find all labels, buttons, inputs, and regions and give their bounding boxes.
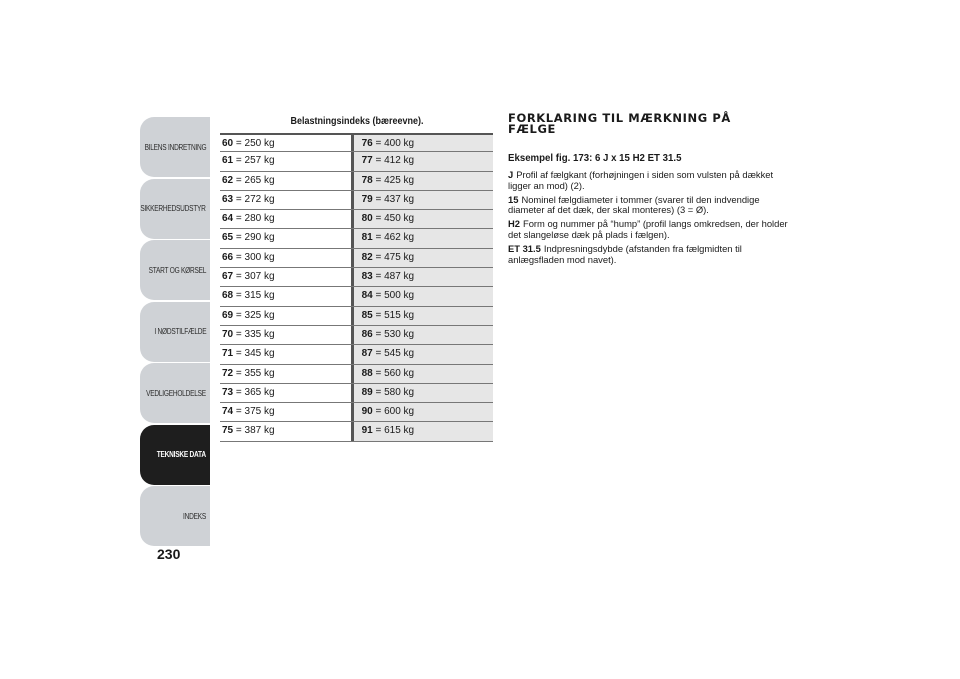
table-cell xyxy=(351,172,493,190)
table-row xyxy=(220,287,493,306)
load-index-value: = 530 kg xyxy=(375,328,415,340)
page-number: 230 xyxy=(157,546,181,562)
sidebar-tab[interactable] xyxy=(140,486,210,546)
table-cell xyxy=(220,191,351,209)
table-row xyxy=(220,268,493,287)
load-index-number: 90 xyxy=(361,406,373,418)
sidebar-tab[interactable] xyxy=(140,179,210,239)
load-index-number: 83 xyxy=(361,271,373,283)
sidebar-tab-label: START OG KØRSEL xyxy=(148,265,206,275)
table-row xyxy=(220,172,493,191)
load-index-value: = 487 kg xyxy=(375,271,415,283)
load-index-number: 77 xyxy=(361,155,373,167)
chapter-sidebar xyxy=(140,117,210,548)
load-index-number: 84 xyxy=(361,290,373,302)
load-index-value: = 325 kg xyxy=(235,309,275,321)
load-index-number: 64 xyxy=(222,213,234,225)
load-index-value: = 450 kg xyxy=(375,213,415,225)
load-index-number: 79 xyxy=(361,193,373,205)
definition-term: ET 31.5 xyxy=(508,242,541,254)
table-title: Belastningsindeks (bæreevne). xyxy=(290,116,424,127)
load-index-value: = 560 kg xyxy=(375,367,415,379)
load-index-value: = 280 kg xyxy=(235,213,275,225)
table-cell xyxy=(220,135,351,151)
definition-text: Profil af fælgkant (forhøjningen i siden som vulsten på dækket ligger an mod) (2). xyxy=(508,169,774,191)
table-cell xyxy=(220,287,351,305)
load-index-value: = 500 kg xyxy=(375,290,415,302)
definition-list xyxy=(508,170,788,268)
sidebar-tab-label: SIKKERHEDSUDSTYR xyxy=(140,204,206,213)
load-index-number: 80 xyxy=(361,213,373,225)
load-index-number: 62 xyxy=(222,174,234,186)
load-index-number: 65 xyxy=(222,232,234,244)
definition-item xyxy=(508,195,788,217)
table-cell xyxy=(351,365,493,383)
sidebar-tab-label: BILENS INDRETNING xyxy=(144,142,206,152)
table-row xyxy=(220,152,493,171)
load-index-value: = 315 kg xyxy=(235,290,275,302)
load-index-value: = 437 kg xyxy=(375,193,415,205)
sidebar-tab-label: VEDLIGEHOLDELSE xyxy=(146,388,206,398)
table-cell xyxy=(220,307,351,325)
table-cell xyxy=(351,268,493,286)
load-index-number: 89 xyxy=(361,386,373,398)
table-cell xyxy=(351,249,493,267)
load-index-value: = 265 kg xyxy=(235,174,275,186)
table-cell xyxy=(220,365,351,383)
load-index-number: 82 xyxy=(361,251,373,263)
sidebar-tab[interactable] xyxy=(140,425,210,485)
sidebar-tab-label: I NØDSTILFÆLDE xyxy=(154,327,206,336)
table-row xyxy=(220,384,493,403)
load-index-number: 63 xyxy=(222,193,234,205)
load-index-number: 74 xyxy=(222,406,234,418)
load-index-value: = 425 kg xyxy=(375,174,415,186)
table-cell xyxy=(220,268,351,286)
load-index-value: = 300 kg xyxy=(235,251,275,263)
table-cell xyxy=(351,403,493,421)
definition-term: H2 xyxy=(508,218,520,230)
sidebar-tab[interactable] xyxy=(140,302,210,362)
table-row xyxy=(220,365,493,384)
definition-term: J xyxy=(508,169,514,180)
table-cell xyxy=(220,384,351,402)
load-index-value: = 515 kg xyxy=(375,309,415,321)
table-row xyxy=(220,229,493,248)
load-index-value: = 615 kg xyxy=(375,425,415,437)
load-index-value: = 365 kg xyxy=(235,386,275,398)
load-index-value: = 412 kg xyxy=(375,155,415,167)
table-cell xyxy=(351,307,493,325)
load-index-number: 86 xyxy=(361,328,373,340)
table-row xyxy=(220,345,493,364)
load-index-value: = 462 kg xyxy=(375,232,415,244)
load-index-value: = 355 kg xyxy=(235,367,275,379)
definition-text: Indpresningsdybde (afstanden fra fælgmidten til anlægsfladen mod navet). xyxy=(508,242,742,265)
load-index-number: 87 xyxy=(361,348,373,360)
table-row xyxy=(220,403,493,422)
load-index-value: = 580 kg xyxy=(375,386,415,398)
definition-text: Form og nummer på “hump” (profil langs omkredsen, der holder det slangeløse dæk på plads i fælgen). xyxy=(508,218,788,240)
table-row xyxy=(220,307,493,326)
sidebar-tab[interactable] xyxy=(140,240,210,300)
table-cell xyxy=(220,422,351,440)
load-index-number: 81 xyxy=(361,232,373,244)
load-index-number: 70 xyxy=(222,328,234,340)
definition-item xyxy=(508,170,788,192)
table-cell xyxy=(351,345,493,363)
definition-text: Nominel fælgdiameter i tommer (svarer til den indvendige diameter af det dæk, der skal monteres) (3 = Ø). xyxy=(508,193,760,216)
load-index-number: 61 xyxy=(222,155,234,167)
section-heading: FORKLARING TIL MÆRKNING PÅ FÆLGE xyxy=(508,111,731,136)
load-index-value: = 345 kg xyxy=(235,348,275,360)
table-cell xyxy=(220,172,351,190)
table-row xyxy=(220,210,493,229)
load-index-value: = 257 kg xyxy=(235,155,275,167)
table-cell xyxy=(351,229,493,247)
load-index-number: 75 xyxy=(222,425,234,437)
load-index-number: 73 xyxy=(222,386,234,398)
table-cell xyxy=(351,287,493,305)
load-index-number: 76 xyxy=(361,138,373,149)
load-index-number: 71 xyxy=(222,348,234,360)
load-index-value: = 545 kg xyxy=(375,348,415,360)
load-index-value: = 250 kg xyxy=(235,138,275,149)
table-cell xyxy=(220,229,351,247)
load-index-value: = 387 kg xyxy=(235,425,275,437)
sidebar-tab[interactable] xyxy=(140,363,210,423)
table-cell xyxy=(220,210,351,228)
load-index-value: = 335 kg xyxy=(235,328,275,340)
load-index-number: 68 xyxy=(222,290,234,302)
load-index-number: 67 xyxy=(222,271,234,283)
table-cell xyxy=(220,152,351,170)
load-index-value: = 272 kg xyxy=(235,193,275,205)
load-index-number: 66 xyxy=(222,251,234,263)
definition-item xyxy=(508,219,788,241)
load-index-number: 91 xyxy=(361,425,373,437)
definition-item xyxy=(508,244,788,266)
table-cell xyxy=(351,384,493,402)
example-caption: Eksempel fig. 173: 6 J x 15 H2 ET 31.5 xyxy=(508,152,682,164)
load-index-table xyxy=(220,133,493,442)
table-cell xyxy=(351,135,493,151)
load-index-number: 72 xyxy=(222,367,234,379)
table-cell xyxy=(220,249,351,267)
load-index-number: 78 xyxy=(361,174,373,186)
definition-term: 15 xyxy=(508,193,519,205)
load-index-number: 69 xyxy=(222,309,234,321)
sidebar-tab-label: INDEKS xyxy=(183,511,206,521)
table-row xyxy=(220,133,493,152)
load-index-value: = 600 kg xyxy=(375,406,415,418)
load-index-number: 60 xyxy=(222,138,234,149)
load-index-value: = 400 kg xyxy=(375,138,415,149)
table-cell xyxy=(351,191,493,209)
table-cell xyxy=(220,326,351,344)
table-row xyxy=(220,422,493,441)
sidebar-tab-label: TEKNISKE DATA xyxy=(156,450,206,459)
table-row xyxy=(220,326,493,345)
load-index-number: 88 xyxy=(361,367,373,379)
table-row xyxy=(220,249,493,268)
load-index-value: = 307 kg xyxy=(235,271,275,283)
load-index-value: = 475 kg xyxy=(375,251,415,263)
table-cell xyxy=(351,326,493,344)
table-row xyxy=(220,191,493,210)
load-index-value: = 375 kg xyxy=(235,406,275,418)
table-cell xyxy=(351,152,493,170)
table-cell xyxy=(351,422,493,440)
table-cell xyxy=(220,345,351,363)
load-index-value: = 290 kg xyxy=(235,232,275,244)
load-index-number: 85 xyxy=(361,309,373,321)
sidebar-tab[interactable] xyxy=(140,117,210,177)
table-cell xyxy=(220,403,351,421)
table-cell xyxy=(351,210,493,228)
